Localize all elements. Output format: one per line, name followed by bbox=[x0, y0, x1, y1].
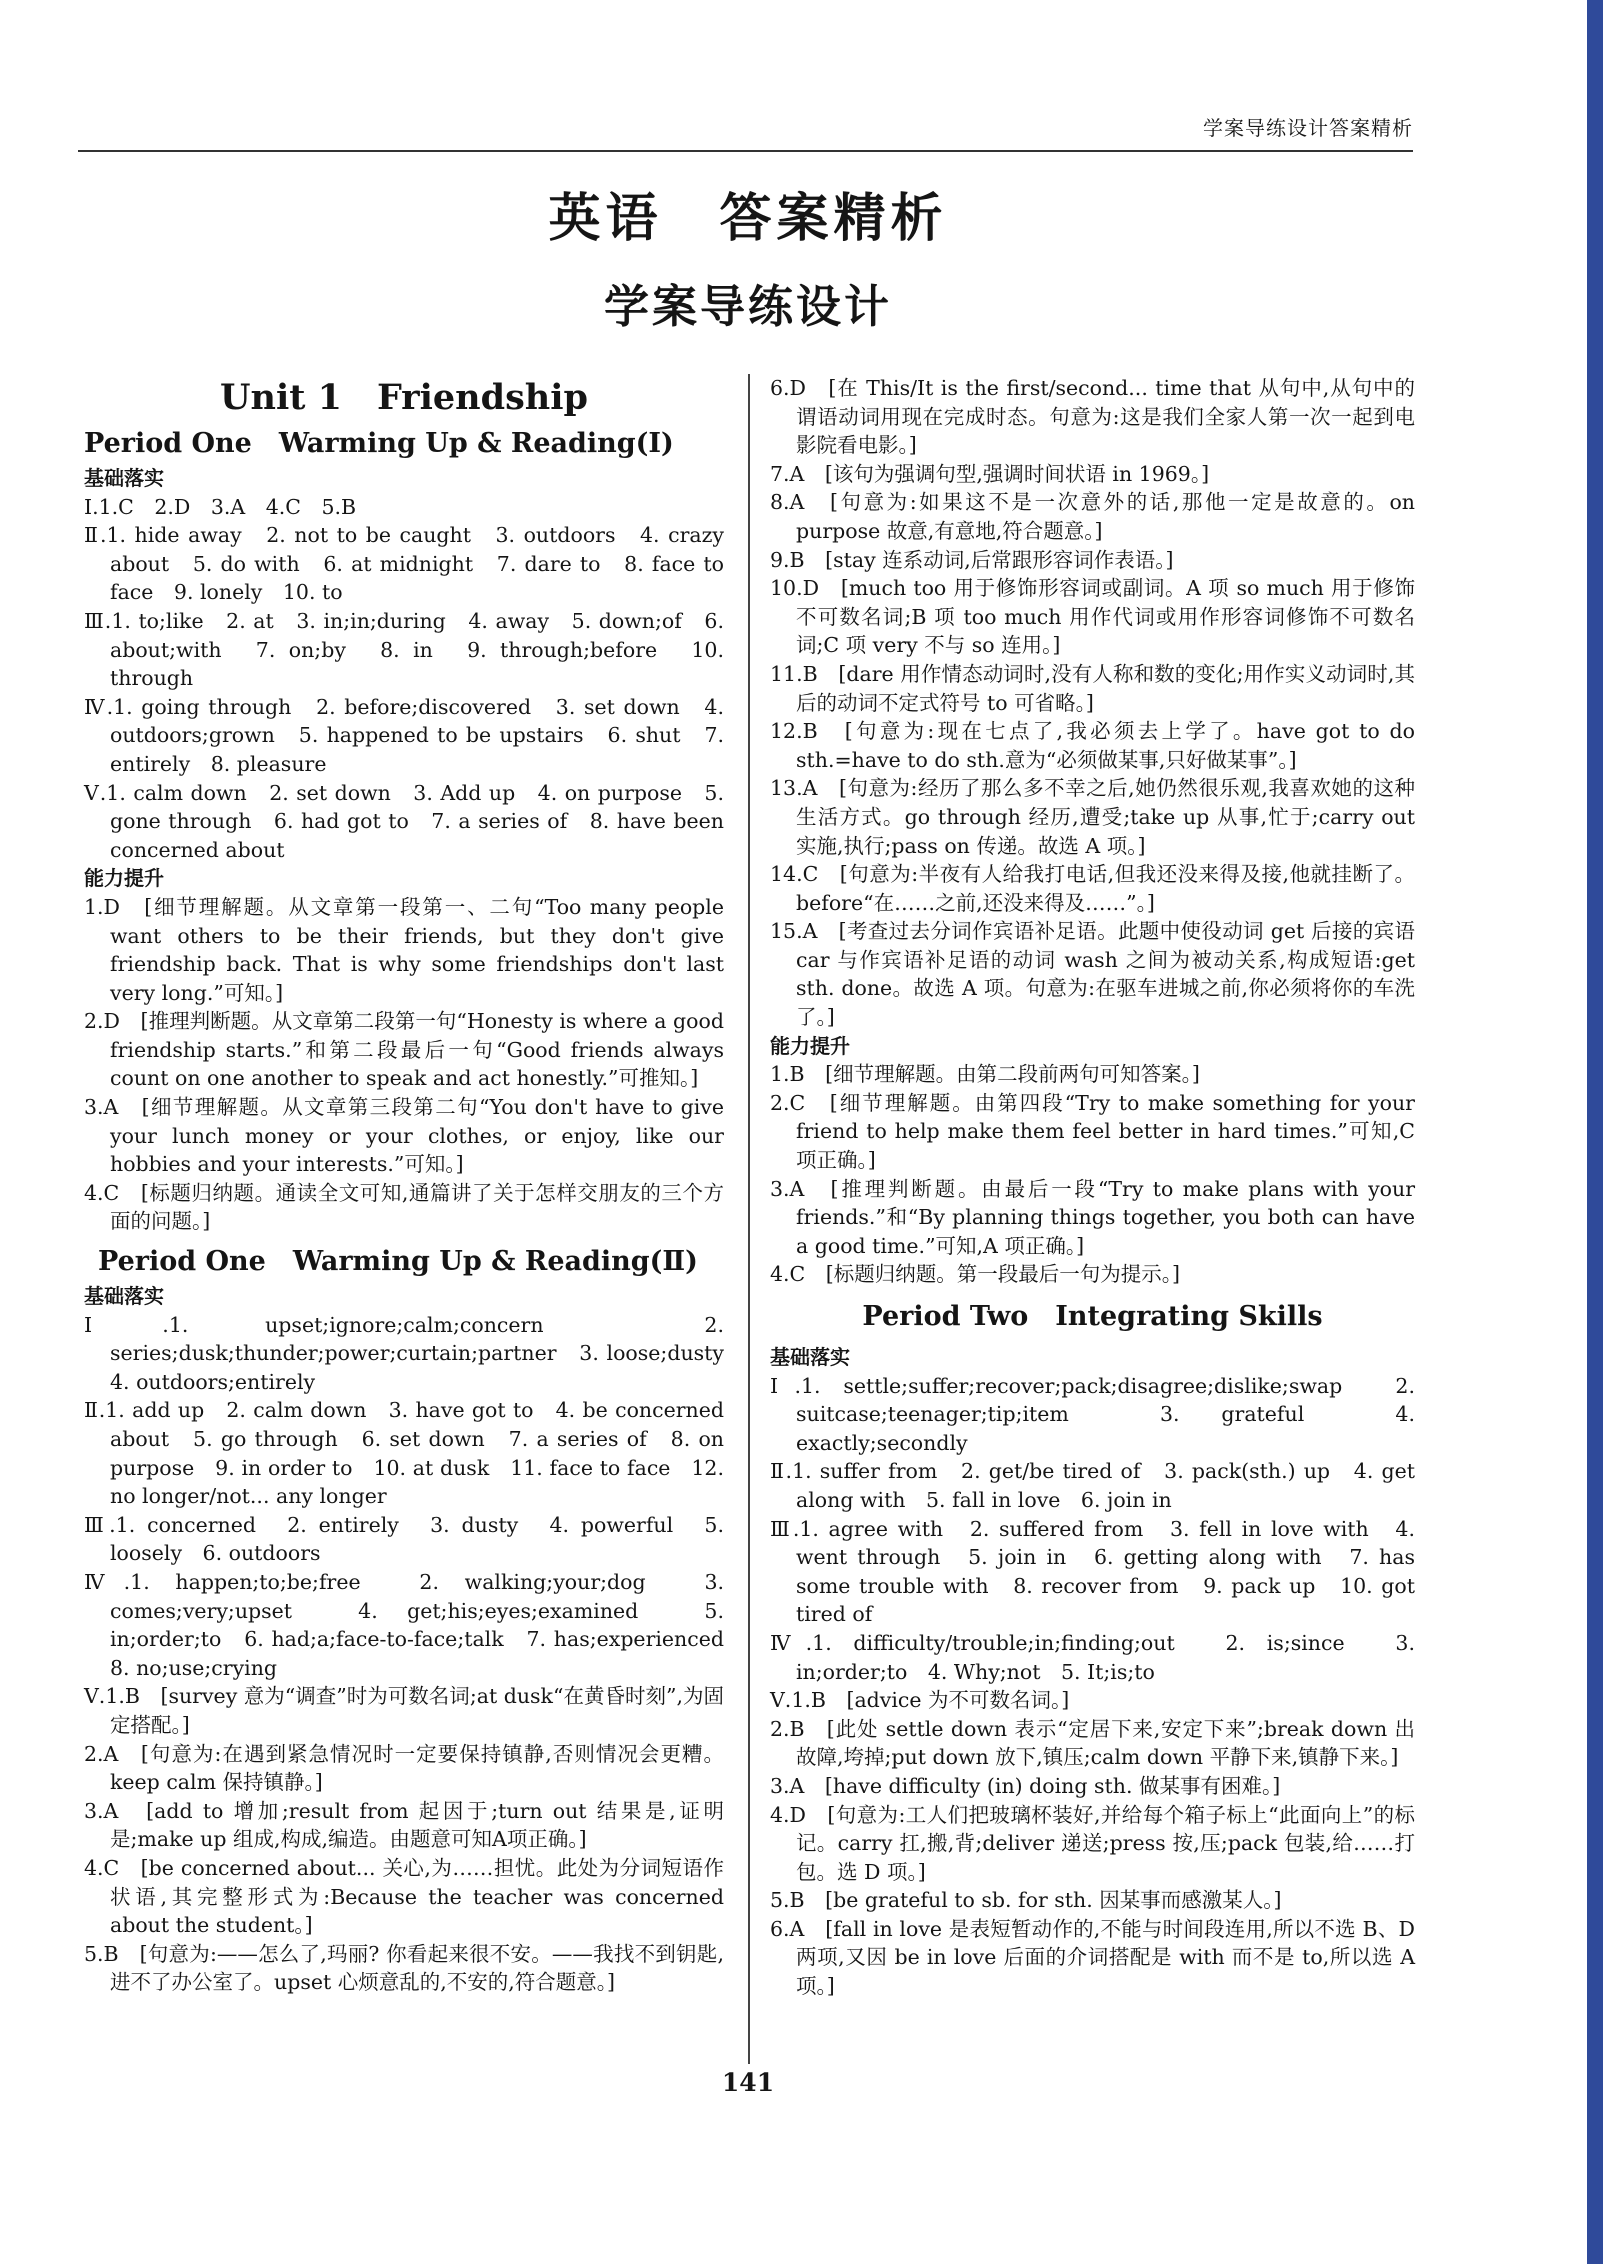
answer-item: 3.A [add to 增加;result from 起因于;turn out 结果是,证明是;make up 组成,构成,编造。由题意可知A项正确。] bbox=[84, 1798, 724, 1852]
section-label-ability: 能力提升 bbox=[770, 1033, 850, 1058]
answer-item: Ⅴ.1. calm down 2. set down 3. Add up 4. on purpose 5. gone through 6. had got to 7. a series of 8. have been concerned about bbox=[84, 780, 724, 862]
answer-item: 11.B [dare 用作情态动词时,没有人称和数的变化;用作实义动词时,其后的动词不定式符号 to 可省略。] bbox=[770, 661, 1415, 715]
section-label-basic: 基础落实 bbox=[84, 1284, 164, 1309]
answer-item: Ⅰ.1.C 2.D 3.A 4.C 5.B bbox=[84, 494, 357, 519]
page-subtitle: 学案导练设计 bbox=[603, 280, 892, 333]
answer-item: 4.C [标题归纳题。第一段最后一句为提示。] bbox=[770, 1262, 1180, 1287]
page-number: 141 bbox=[721, 2068, 775, 2097]
answer-item: 5.B [句意为:——怎么了,玛丽? 你看起来很不安。——我找不到钥匙,进不了办公室了。upset 心烦意乱的,不安的,符合题意。] bbox=[84, 1941, 724, 1995]
answer-item: 6.A [fall in love 是表短暂动作的,不能与时间段连用,所以不选 B、D 两项,又因 be in love 后面的介词搭配是 with 而不是 to,所以选 A 项。] bbox=[770, 1916, 1415, 1999]
header-rule bbox=[78, 150, 1413, 152]
section-label-basic: 基础落实 bbox=[84, 466, 164, 490]
page-edge-bar bbox=[1587, 0, 1603, 2264]
answer-item: 7.A [该句为强调句型,强调时间状语 in 1969。] bbox=[770, 461, 1210, 486]
answer-item: 2.B [此处 settle down 表示“定居下来,安定下来”;break down 出故障,垮掉;put down 放下,镇压;calm down 平静下来,镇静下来。] bbox=[770, 1716, 1415, 1770]
period-title: Period Two Integrating Skills bbox=[862, 1301, 1323, 1332]
column-divider bbox=[748, 374, 750, 2064]
unit-title: Unit 1 Friendship bbox=[219, 377, 589, 418]
answer-item: 2.D [推理判断题。从文章第二段第一句“Honesty is where a good friendship starts.”和第二段最后一句“Good friends always count on one another to speak and act honestly.”可推知。] bbox=[84, 1009, 724, 1091]
answer-item: Ⅳ.1. difficulty/trouble;in;finding;out 2. is;since 3. in;order;to 4. Why;not 5. It;is;to bbox=[770, 1630, 1415, 1684]
answer-item: 4.C [标题归纳题。通读全文可知,通篇讲了关于怎样交朋友的三个方面的问题。] bbox=[84, 1180, 724, 1234]
answer-list bbox=[770, 1372, 1415, 2001]
running-header: 学案导练设计答案精析 bbox=[1203, 116, 1413, 140]
answer-list bbox=[770, 374, 1415, 1032]
answer-item: Ⅴ.1.B [survey 意为“调查”时为可数名词;at dusk“在黄昏时刻”,为固定搭配。] bbox=[84, 1684, 724, 1737]
page-title: 英语 答案精析 bbox=[548, 188, 948, 249]
answer-item: 5.B [be grateful to sb. for sth. 因某事而感激某人。] bbox=[770, 1888, 1282, 1913]
answer-item: 12.B [句意为:现在七点了,我必须去上学了。have got to do sth.=have to do sth.意为“必须做某事,只好做某事”。] bbox=[770, 719, 1415, 772]
left-column bbox=[84, 374, 745, 1997]
answer-item: Ⅰ.1. settle;suffer;recover;pack;disagree;dislike;swap 2. suitcase;teenager;tip;item 3. grateful 4. exactly;secondly bbox=[770, 1373, 1415, 1455]
answer-list bbox=[84, 1311, 745, 1997]
period-title: Period One Warming Up & Reading(Ⅰ) bbox=[84, 428, 674, 459]
answer-item: 1.B [细节理解题。由第二段前两句可知答案。] bbox=[770, 1062, 1200, 1087]
answer-item: 2.A [句意为:在遇到紧急情况时一定要保持镇静,否则情况会更糟。keep calm 保持镇静。] bbox=[84, 1741, 724, 1795]
right-column bbox=[770, 374, 1415, 2001]
answer-item: Ⅲ.1. agree with 2. suffered from 3. fell in love with 4. went through 5. join in 6. getting along with 7. has some trouble with 8. recover from 9. pack up 10. got tired of bbox=[770, 1516, 1415, 1627]
period-title: Period One Warming Up & Reading(Ⅱ) bbox=[98, 1246, 698, 1278]
answer-item: Ⅳ.1. happen;to;be;free 2. walking;your;dog 3. comes;very;upset 4. get;his;eyes;examined 5. in;order;to 6. had;a;face-to-face;talk 7. has;experienced 8. no;use;crying bbox=[84, 1569, 745, 1680]
answer-item: 4.C [be concerned about... 关心,为……担忧。此处为分词短语作状语,其完整形式为:Because the teacher was concerned about the student。] bbox=[84, 1855, 724, 1938]
answer-item: Ⅰ.1. upset;ignore;calm;concern 2. series;dusk;thunder;power;curtain;partner 3. loose;dusty 4. outdoors;entirely bbox=[84, 1312, 745, 1394]
answer-item: 3.A [细节理解题。从文章第三段第二句“You don't have to give your lunch money or your clothes, or enjoy, like our hobbies and your interests.”可知。] bbox=[84, 1095, 724, 1177]
section-label-basic: 基础落实 bbox=[770, 1345, 850, 1369]
answer-list bbox=[84, 493, 724, 865]
answer-item: 3.A [推理判断题。由最后一段“Try to make plans with your friends.”和“By planning things together, you both can have a good time.”可知,A 项正确。] bbox=[770, 1176, 1415, 1258]
answer-item: 15.A [考查过去分词作宾语补足语。此题中使役动词 get 后接的宾语 car 与作宾语补足语的动词 wash 之间为被动关系,构成短语:get sth. done。故选 A 项。句意为:在驱车进城之前,你必须将你的车洗了。] bbox=[770, 919, 1415, 1030]
answer-item: 3.A [have difficulty (in) doing sth. 做某事有困难。] bbox=[770, 1773, 1281, 1798]
answer-item: Ⅱ.1. suffer from 2. get/be tired of 3. pack(sth.) up 4. get along with 5. fall in love 6. join in bbox=[770, 1459, 1415, 1512]
answer-item: Ⅱ.1. add up 2. calm down 3. have got to 4. be concerned about 5. go through 6. set down 7. a series of 8. on purpose 9. in order to 10. at dusk 11. face to face 12. no longer/not... any longer bbox=[84, 1398, 724, 1509]
answer-item: Ⅲ.1. concerned 2. entirely 3. dusty 4. powerful 5. loosely 6. outdoors bbox=[84, 1512, 724, 1566]
answer-item: 4.D [句意为:工人们把玻璃杯装好,并给每个箱子标上“此面向上”的标记。carry 扛,搬,背;deliver 递送;press 按,压;pack 包装,给……打包。选 D 项。] bbox=[770, 1802, 1415, 1884]
answer-list bbox=[770, 1060, 1415, 1289]
answer-list bbox=[84, 893, 724, 1236]
answer-item: Ⅲ.1. to;like 2. at 3. in;in;during 4. away 5. down;of 6. about;with 7. on;by 8. in 9. through;before 10. through bbox=[84, 608, 724, 691]
answer-item: 10.D [much too 用于修饰形容词或副词。A 项 so much 用于修饰不可数名词;B 项 too much 用作代词或用作形容词修饰不可数名词;C 项 very 不与 so 连用。] bbox=[770, 576, 1415, 658]
answer-item: 2.C [细节理解题。由第四段“Try to make something for your friend to help make them feel better in hard times.”可知,C 项正确。] bbox=[770, 1090, 1415, 1173]
answer-item: 9.B [stay 连系动词,后常跟形容词作表语。] bbox=[770, 547, 1174, 572]
answer-item: 6.D [在 This/It is the first/second... time that 从句中,从句中的谓语动词用现在完成时态。句意为:这是我们全家人第一次一起到电影院看电影。] bbox=[770, 376, 1415, 458]
answer-item: 1.D [细节理解题。从文章第一段第一、二句“Too many people want others to be their friends, but they don't give friendship back. That is why some friendships don't last very long.”可知。] bbox=[84, 894, 724, 1005]
answer-item: Ⅱ.1. hide away 2. not to be caught 3. outdoors 4. crazy about 5. do with 6. at midnight 7. dare to 8. face to face 9. lonely 10. to bbox=[84, 523, 724, 605]
answer-item: Ⅴ.1.B [advice 为不可数名词。] bbox=[770, 1688, 1070, 1713]
section-label-ability: 能力提升 bbox=[84, 866, 164, 891]
answer-item: 8.A [句意为:如果这不是一次意外的话,那他一定是故意的。on purpose 故意,有意地,符合题意。] bbox=[770, 490, 1415, 543]
answer-item: Ⅳ.1. going through 2. before;discovered 3. set down 4. outdoors;grown 5. happened to be upstairs 6. shut 7. entirely 8. pleasure bbox=[84, 694, 724, 776]
answer-item: 14.C [句意为:半夜有人给我打电话,但我还没来得及接,他就挂断了。before“在……之前,还没来得及……”。] bbox=[770, 862, 1415, 915]
answer-item: 13.A [句意为:经历了那么多不幸之后,她仍然很乐观,我喜欢她的这种生活方式。go through 经历,遭受;take up 从事,忙于;carry out 实施,执行;pass on 传递。故选 A 项。] bbox=[770, 776, 1415, 858]
